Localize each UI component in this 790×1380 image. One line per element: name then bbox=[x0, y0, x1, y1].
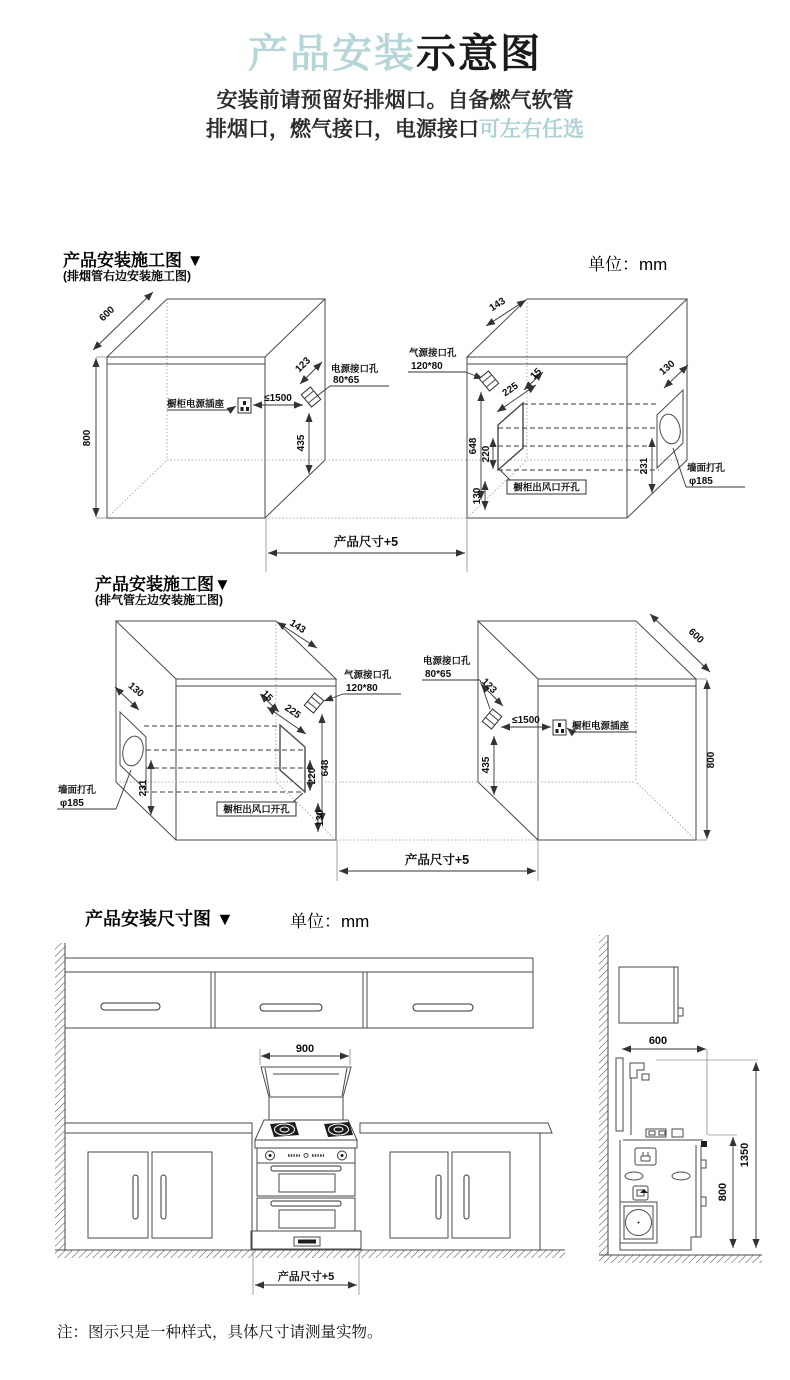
subtitle-2-accent: 可左右任选 bbox=[479, 118, 584, 141]
s1-wall-hole-dia: φ185 bbox=[689, 476, 713, 487]
countertop-right bbox=[360, 1123, 552, 1133]
side-wall-cabinet bbox=[619, 967, 678, 1023]
s2-dim-v648: 648 bbox=[320, 759, 331, 777]
s2-socket-icon bbox=[553, 720, 566, 735]
s1-product-dim bbox=[265, 460, 527, 572]
section3-title: 产品安装尺寸图 ▼ bbox=[85, 909, 234, 929]
page-subtitle-2 bbox=[0, 113, 790, 143]
section2-title: 产品安装施工图▼ bbox=[95, 575, 231, 594]
base-cabinet-door bbox=[452, 1152, 510, 1238]
s1-dim-inset: 15 bbox=[528, 366, 545, 383]
s1-dim-socket-dist: ≤1500 bbox=[264, 393, 292, 404]
stove-base bbox=[251, 1231, 361, 1249]
burner-left bbox=[270, 1122, 299, 1137]
s1-power-hole bbox=[301, 387, 320, 407]
s1-dim-height: 800 bbox=[82, 429, 93, 447]
s2-dim-side130: 130 bbox=[125, 680, 146, 700]
s1-gas-hole-label: 气源接口孔 bbox=[409, 348, 457, 359]
s1-product-dim-label: 产品尺寸+5 bbox=[333, 535, 399, 549]
s2-dim-v130: 130 bbox=[315, 809, 326, 827]
s1-gas-hole-size: 120*80 bbox=[411, 361, 443, 372]
s2-wall-hole-dia: φ185 bbox=[60, 798, 84, 809]
side-plug-box bbox=[635, 1148, 656, 1165]
s3-dim-counter-height: 800 bbox=[717, 1182, 729, 1202]
s1-dim-v130: 130 bbox=[472, 487, 483, 505]
s1-dim-back: 143 bbox=[487, 295, 508, 315]
page-title bbox=[0, 22, 790, 79]
burner-right bbox=[324, 1122, 353, 1137]
s2-wall-hole-circle bbox=[120, 734, 146, 768]
wall-cabinet-handle bbox=[101, 1003, 160, 1010]
side-damper-box bbox=[633, 1186, 648, 1200]
s2-dim-socket-dist: ≤1500 bbox=[512, 715, 540, 726]
s3-dim-depth: 600 bbox=[648, 1035, 668, 1047]
wall-cabinet-handle bbox=[260, 1004, 322, 1011]
section2-drawing bbox=[0, 575, 790, 885]
base-cabinet-door bbox=[88, 1152, 148, 1238]
s1-dim-vent-w: 225 bbox=[500, 380, 521, 400]
s2-dim-depth: 600 bbox=[685, 626, 706, 646]
base-cabinet-handle bbox=[464, 1175, 469, 1219]
countertop-left bbox=[65, 1123, 252, 1133]
s1-dim-drop: 435 bbox=[296, 434, 307, 452]
s3-wall-cabinets bbox=[65, 958, 533, 1028]
s1-dim-v648: 648 bbox=[468, 437, 479, 455]
wall-cabinet-handle bbox=[413, 1004, 473, 1011]
s1-wall-hole-circle bbox=[657, 412, 683, 446]
s3-dim-width: 900 bbox=[295, 1043, 315, 1055]
s2-dim-inset: 15 bbox=[258, 688, 275, 705]
side-handle-profiles bbox=[625, 1172, 690, 1180]
section3-drawing bbox=[0, 905, 790, 1305]
s1-dim-v220: 220 bbox=[481, 445, 492, 463]
s2-left-cabinet bbox=[57, 618, 401, 840]
s2-dim-vent-w: 225 bbox=[282, 702, 303, 722]
section1-unit-label: 单位：mm bbox=[588, 255, 668, 274]
s1-dim-power-offset: 123 bbox=[293, 355, 314, 376]
s2-power-hole bbox=[482, 709, 501, 729]
range-hood bbox=[261, 1067, 351, 1097]
s1-socket-icon bbox=[238, 398, 251, 413]
s3-side-view bbox=[616, 967, 758, 1250]
base-cabinet-handle bbox=[436, 1175, 441, 1219]
s1-dim-depth: 600 bbox=[97, 304, 118, 324]
s1-power-hole-label: 电源接口孔 bbox=[331, 364, 379, 375]
s2-gas-hole-label: 气源接口孔 bbox=[344, 670, 392, 681]
s1-right-cabinet bbox=[408, 296, 745, 518]
s2-wall-hole-label: 墙面打孔 bbox=[58, 785, 97, 796]
s2-right-cabinet bbox=[422, 614, 717, 840]
s1-wall-hole-label: 墙面打孔 bbox=[687, 463, 726, 474]
s3-stove bbox=[251, 1067, 361, 1249]
s2-wall-hole-frame bbox=[120, 712, 146, 790]
s2-dim-side231: 231 bbox=[138, 779, 149, 797]
section1-title: 产品安装施工图 ▼ bbox=[63, 251, 204, 270]
base-cabinet-handle bbox=[133, 1175, 138, 1219]
subtitle-2-main: 排烟口，燃气接口，电源接口 bbox=[206, 118, 479, 141]
s2-power-hole-label: 电源接口孔 bbox=[423, 656, 471, 667]
s1-dim-side130: 130 bbox=[657, 358, 678, 378]
oven-door-lower bbox=[257, 1198, 355, 1231]
section1-subtitle: (排烟管右边安装施工图) bbox=[63, 269, 191, 283]
s1-power-hole-size: 80*65 bbox=[333, 375, 360, 386]
side-burner-profile bbox=[672, 1129, 683, 1137]
s1-wall-hole-frame bbox=[657, 390, 683, 468]
control-panel bbox=[257, 1148, 355, 1163]
s3-product-dim-label: 产品尺寸+5 bbox=[277, 1271, 335, 1283]
s2-gas-hole bbox=[304, 693, 323, 713]
s1-vent-label: 橱柜出风口开孔 bbox=[513, 482, 580, 494]
oven-door-upper bbox=[257, 1163, 355, 1196]
side-back-panel bbox=[616, 1058, 623, 1131]
s1-dim-side231: 231 bbox=[639, 457, 650, 475]
side-fan-box bbox=[620, 1202, 657, 1243]
s2-product-dim bbox=[276, 782, 538, 881]
s2-dim-back: 143 bbox=[287, 617, 308, 637]
s2-power-hole-size: 80*65 bbox=[425, 669, 452, 680]
page-title-accent: 产品安装 bbox=[248, 32, 416, 76]
section1-drawing bbox=[0, 280, 790, 580]
section2-subtitle: (排气管左边安装施工图) bbox=[95, 593, 223, 607]
s3-dim-total-height: 1350 bbox=[739, 1142, 751, 1168]
s2-product-dim-label: 产品尺寸+5 bbox=[404, 853, 470, 867]
page-title-main: 示意图 bbox=[416, 32, 542, 76]
s3-width-dim bbox=[260, 1043, 350, 1065]
s2-dim-drop: 435 bbox=[481, 756, 492, 774]
section3-unit-label: 单位：mm bbox=[290, 912, 370, 931]
page-subtitle-1: 安装前请预留好排烟口。自备燃气软管 bbox=[216, 89, 574, 112]
s1-gas-hole bbox=[479, 371, 498, 391]
s1-socket-label: 橱柜电源插座 bbox=[167, 399, 225, 410]
s2-socket-label: 橱柜电源插座 bbox=[572, 721, 630, 732]
s2-gas-hole-size: 120*80 bbox=[346, 683, 378, 694]
s2-dim-height: 800 bbox=[706, 751, 717, 769]
s2-dim-v220: 220 bbox=[307, 767, 318, 785]
base-cabinet-handle bbox=[161, 1175, 166, 1219]
s1-left-cabinet bbox=[82, 292, 389, 518]
s2-vent-label: 橱柜出风口开孔 bbox=[223, 804, 290, 816]
s2-dim-power-offset: 123 bbox=[478, 676, 499, 697]
footer-note: 注：图示只是一种样式，具体尺寸请测量实物。 bbox=[57, 1324, 383, 1341]
